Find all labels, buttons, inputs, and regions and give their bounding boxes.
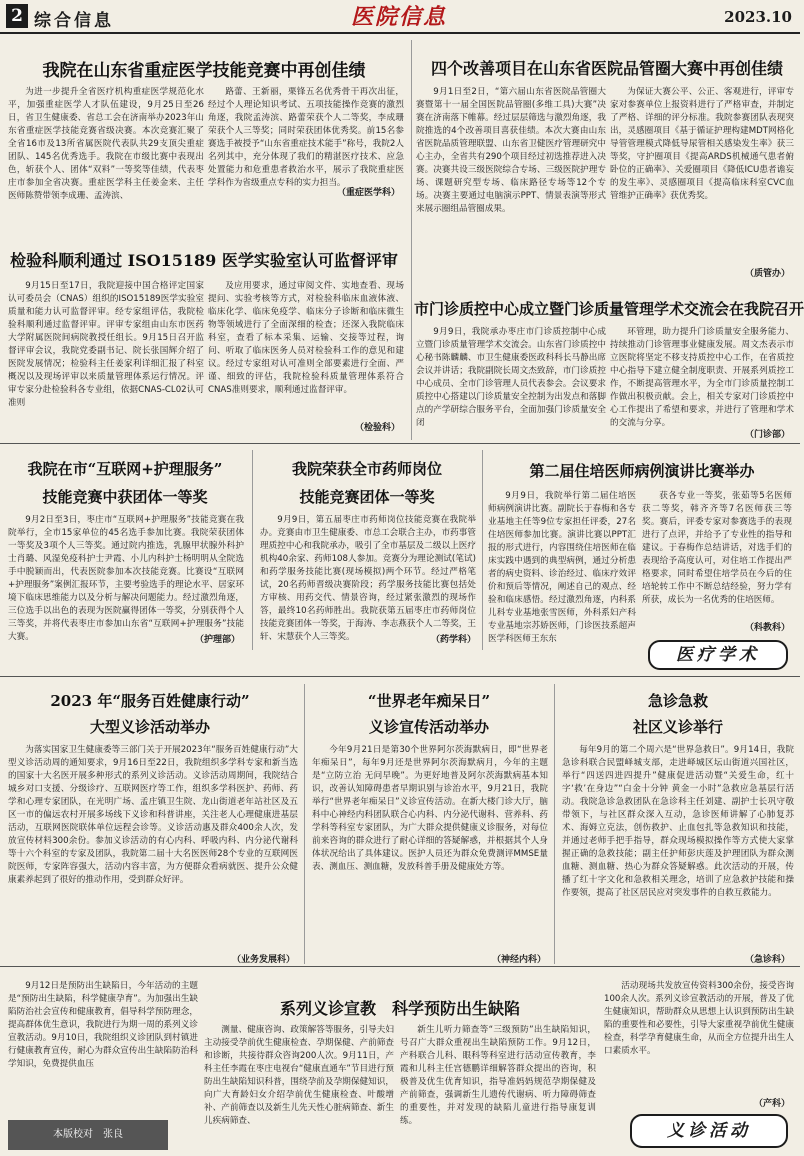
proofreader-footer: 本版校对 张良 [8,1120,168,1150]
newspaper-logo: 医院信息 [350,4,447,30]
headline-a8-line2: 大型义诊活动举办 [89,718,210,736]
body-a2-col2: 为保证大赛公平、公正、客观进行，评审专家对参赛单位上报资料进行了严格审查，并制定了严格、详细的评分标准。我院参赛团队表现突出，灵感圈项目《基于循证护理构建MDT网格化导管管理模式降低导尿管相关感染发生率》获三等奖，守护圈项目《提高ARDS机械通气患者俯卧位的正确率》、关爱圈项目《降低ICU患者谵妄的发生率》、灵感圈项目《提高临床科室CVC血管维护正确率》获优秀奖。 [610,87,794,201]
banner-medical-academic: 医疗学术 [648,640,788,670]
source-a4: （门诊部） [744,430,790,440]
headline-a11: 系列义诊宣教 科学预防出生缺陷 [279,999,520,1018]
body-a11-col2: 测量、健康咨询、政策解答等服务，引导夫妇主动接受孕前优生健康检查、孕期保健、产前筛查和诊断，共接待群众咨询200人次。9月11日，产科主任李霞在枣庄电视台“健康直通车”节目进行预防出生缺陷知识科普，围绕孕前及孕期保健知识，向广大育龄妇女介绍孕前优生健康检查、叶酸增补、产前筛查以及新生儿先天性心脏病筛查、新生儿疾病筛查、 [204,1025,394,1126]
headline-a1: 我院在山东省重症医学技能竞赛中再创佳绩 [42,61,366,81]
header-rule [0,32,800,34]
headline-a9-line1: “世界老年痴呆日” [367,692,491,710]
column-divider [411,40,412,440]
body-a7-col2: 获各专业一等奖，张茹等5名医师获二等奖，韩齐齐等7名医师获三等奖。赛后，评委专家对参赛选手的表现进行了点评，并给予了专业性的指导和建议。于春梅作总结讲话，对选手们的表现给予高度认可，对住培工作提出严格要求，同时希望住培学员在今后的住培轮转工作中不断总结经验，努力学有所获，成长为一名优秀的住培医师。 [642,491,792,605]
section-rule-1 [0,443,800,444]
section-rule-3 [0,966,800,967]
headline-a10-line1: 急诊急救 [647,692,708,710]
headline-a9-line2: 义诊宣传活动举办 [368,718,489,736]
source-a11: （产科） [753,1099,790,1109]
column-divider-5 [554,684,555,964]
banner-free-clinic: 义诊活动 [630,1114,788,1148]
source-a6: （药学科） [430,635,476,645]
body-a10: 每年9月的第二个周六是“世界急救日”。9月14日，我院急诊科联合民盟峄城支部，走进峄城区坛山街道兴国社区，举行“四送四进四提升”健康促进活动暨“关爱生命，红十字‘救’在身边”“白金十分钟 黄金一小时”急救应急基层行活动。我院急诊急救团队在急诊科主任刘建、副护士长巩守敬带领下，与社区群众深入互动，急诊医师讲解了心肺复苏术、海姆立克法，创伤救护、止血包扎等急救知识和技能，并通过老师手把手指导，群众现场模拟操作等方式使大家掌握正确的急救技能；副主任护师彭庆莲及护理团队为群众测血糖、测血糖、热心为群众答疑解惑。此次活动的开展，传播了红十字文化和急救相关理念，培训了应急救护技能和操作要领，提高了社区居民应对突发事件的自救互救能力。 [562,745,794,898]
page-number: 2 [6,4,28,28]
body-a11-col3: 新生儿听力筛查等“三级预防”出生缺陷知识，号召广大群众重视出生缺陷预防工作。9月12日，产科联合儿科、眼科等科室进行活动宣传教育，李霞和儿科主任宫德鹏详细解答群众提出的咨询，积极普及优生优育知识，指导准妈妈规范孕期保健及产前筛查，强调新生儿遗传代谢病、听力障碍筛查的重要性，并对发现的缺陷儿童进行指导康复训练。 [400,1025,596,1126]
body-a1-col2: 路蕾、王新丽，栗锋五名优秀骨干再次出征，经过个人理论知识考试、五项技能操作竞赛的激烈角逐，我院孟涛滨、路蕾荣获个人二等奖，李成珊荣获个人三等奖；同时荣获团体优秀奖。前15名参赛选手被授予“山东省重症技术能手”称号，我院2人名列其中，充分体现了我们的精湛医疗技术、应急处置能力和危重患者救治水平，展示了我院重症医学科作为省级重点专科的实力担当。 [208,87,404,188]
source-a8: （业务发展科） [231,955,295,965]
source-a9: （神经内科） [491,955,546,965]
headline-a4: 市门诊质控中心成立暨门诊质量管理学术交流会在我院召开 [414,300,804,318]
body-a1-col1: 为进一步提升全省医疗机构重症医学规范化水平，加强重症医学人才队伍建设，9月25日至26日，省卫生健康委、省总工会在济南举办2023年山东省重症医学技能竞赛省级决赛。本次竞赛汇聚了全省16市及13所省属医院代表队共29支顶尖重症团队、145名优秀选手。我院在市级比赛中表现出色，斩获个人、团体“双料”一等奖等佳绩，代表枣庄市参加全省决赛。重症医学科主任姜金来、主任医师陈赞带领李成珊、孟涛滨、 [8,87,204,201]
headline-a10-line2: 社区义诊举行 [632,718,723,736]
source-a1: （重症医学科） [336,188,400,198]
section-title: 综合信息 [34,11,114,31]
body-a3-col2: 及应用要求，通过审阅文件、实地查看、现场提问、实验考核等方式，对检验科临床血液体液、临床化学、临床免疫学、临床分子诊断和临床微生物等领域进行了全面深细的检查；还深入我院临床科室，查看了标本采集、运输、交接等过程，询问、听取了临床医务人员对检验科工作的意见和建议。经过专家组对认可准则全部要素进行全面、严谨、细致的评估，我院检验科质量管理体系符合CNAS准则要求，顺利通过监督评审。 [208,281,404,395]
source-a3: （检验科） [354,423,400,433]
headline-a2: 四个改善项目在山东省医院品管圈大赛中再创佳绩 [430,59,783,78]
body-a7-col1: 9月9日，我院举行第二届住培医师病例演讲比赛。副院长于春梅和各专业基地主任等9位专家担任评委，27名住培医师参加比赛。演讲比赛以PPT汇报的形式进行，内容围绕住培医师在临床实践中遇到的典型病例，通过分析患者的病史资料、诊治经过、临床疗效评价和预后等情况，阐述自己的观点、经验和临床感悟。经过激烈角逐，内科系儿科专业基地张雪医师，外科系妇产科专业基地宗苏娇医师，门诊医技系超声医学科医师王东东 [488,491,636,644]
column-divider-4 [304,684,305,964]
source-a7: （科教科） [744,623,790,633]
section-rule-2 [0,676,800,677]
body-a4-col2: 环管理，助力提升门诊质量安全服务能力、持续推动门诊管理事业健康发展。周文杰表示市立医院将坚定不移支持质控中心工作，在省质控中心指导下建立健全制度职责、开展系列质控工作，不断提高管理水平，为全市门诊质量控制工作做出积极贡献。会上，相关专家对门诊质控中心工作提出了希望和要求，并进行了管理和学术的交流与分享。 [610,327,794,428]
source-a2: （质管办） [744,269,790,279]
body-a6: 9月9日，第五届枣庄市药师岗位技能竞赛在我院举办。竞赛由市卫生健康委、市总工会联合主办，市药事管理质控中心和我院承办，吸引了全市基层及二级以上医疗机构40余家、药师108人参加。竞赛分为理论测试(笔试)和药学服务技能比赛(现场模拟)两个环节。经过严格笔试，20名药师晋级决赛阶段；药学服务技能比赛包括处方审核、用药交代、情景咨询，经过紧张激烈的现场作答，最终10名药师胜出。我院获第五届枣庄市药师岗位技能竞赛团体一等奖，于海涛、李志燕获个人二等奖，王轩、宋慧获个人三等奖。 [260,515,476,642]
source-a10: （急诊科） [744,955,790,965]
body-a3-col1: 9月15日至17日，我院迎接中国合格评定国家认可委员会（CNAS）组织的ISO15189医学实验室质量和能力认可监督评审。经专家组评估，我院检验科顺利通过监督评审。评审专家组由山东市医药大学附属医院间病院教授任组长。9月15日召开监督评审会议，我院党委副书记、院长张国辉介绍了医院发展情况；检验科主任姜家利详细汇报了科室概况以及现场评审以来质量管理体系运行情况。评审专家分赴检验科各专业组，依据CNAS-CL02认可准则 [8,281,204,408]
body-a5: 9月2日至3日，枣庄市“互联网+护理服务”技能竞赛在我院举行，全市15家单位的45名选手参加比赛。我院荣获团体一等奖及3项个人三等奖。通过院内推选，乳腺甲状腺外科护士肖璐、风湿免疫科护士尹霞、小儿内科护士杨明明从全院选手中脱颖而出，代表医院参加本次技能竞赛。比赛设“互联网+护理服务”案例汇报环节，主要考验选手的理论水平、居家环境下临床思维能力以及分析与解决问题能力。经过激烈角逐，三位选手以出色的表现为医院赢得团体一等奖，分别获得个人三等奖，并将代表枣庄市参加山东省“互联网+护理服务”技能大赛。 [8,515,244,642]
headline-a6-line2: 技能竞赛团体一等奖 [299,488,435,506]
headline-a7: 第二届住培医师病例演讲比赛举办 [529,462,755,480]
headline-a5-line1: 我院在市“互联网+护理服务” [27,460,223,478]
body-a4-col1: 9月9日，我院承办枣庄市门诊质控制中心成立暨门诊质量管理学术交流会。山东省门诊质控中心秘书陈麟麟、市卫生健康委医政科科长马静出席会议并讲话；我院副院长周文杰致辞，市门诊质控中心成员、全市门诊管理人员代表参会。会议要求质控中心搭建以门诊质量安全控制为出发点和落脚点的产学研综合服务平台，全面加强门诊质量安全闭 [416,327,606,428]
body-a11-col1: 9月12日是预防出生缺陷日，今年活动的主题是“预防出生缺陷，科学健康孕育”。为加强出生缺陷防治社会宣传和健康教育，倡导科学预防理念，提高群体优生意识，我院进行为期一周的系列义诊宣教活动。9月10日，我院组织义诊团队到村镇进行健康教育宣传，耐心为群众宣传出生缺陷防治科学知识，免费提供血压 [8,981,198,1069]
headline-a5-line2: 技能竞赛中获团体一等奖 [42,488,208,506]
body-a8: 为落实国家卫生健康委等三部门关于开展2023年“服务百姓健康行动”大型义诊活动周的通知要求，9月16日至22日，我院组织多学科专家和新当选的国家十大名医开展多种形式的系列义诊活动。义诊活动周期间，我院结合城乡对口支援、分级诊疗、互联网医疗等工作，组织多学科医护、药师、药学和心理专家团队，在光明广场、孟庄镇卫生院、龙山街道老年站社区及五区一市的偏远农村开展多场线下义诊和科普讲座，关注老人心理健康进基层活动，互联网医院联体单位远程会诊等。义诊活动惠及群众400余人次，发放宣传材料300余份。参加义诊活动的有心内科、呼吸内科、内分泌代谢科等十六个科室的专家及团队，我院第二届十大名医医师28个专业的互联网医院医师，专家阵容强大，活动内容丰富，为方便群众看病就医、提升公众健康素养起到了很好的推动作用，受到群众好评。 [8,745,298,885]
headline-a3: 检验科顺利通过 ISO15189 医学实验室认可监督评审 [10,251,398,270]
column-divider-3 [482,450,483,650]
body-a9: 今年9月21日是第30个世界阿尔茨海默病日，即“世界老年痴呆日”，每年9月还是世界阿尔茨海默病月，今年的主题是“立防立治 无问早晚”。为更好地普及阿尔茨海默病基本知识，改善认知障碍患者早期识别与诊治水平，9月21日，我院举行“世界老年痴呆日”义诊宣传活动。在新大楼门诊大厅，脑科中心神经内科团队联合心内科、内分泌代谢科、营养科、药学科等科室专家团队，为广大群众提供健康义诊服务，对每位前来咨询的群众进行了耐心详细的答疑解惑，并根据其个人身体状况给出了具体建议。医护人员还为群众免费测评MMSE量表、测血压、测血糖，发放科普手册及健康处方等。 [312,745,548,872]
issue-date: 2023.10 [724,8,792,26]
headline-a6-line1: 我院荣获全市药师岗位 [291,460,442,478]
source-a5: （护理部） [194,635,240,645]
body-a2-col1: 9月1日至2日，“第六届山东省医院品管圈大赛暨第十一届全国医院品管圈(多维工具)大赛”决赛在济南落下帷幕。经过层层筛选与激烈角逐，我院推选的4个改善项目喜获佳绩。本次大赛由山东省医院品质管理联盟、山东省卫健医疗管理研究中心主办，全省共有290个项目经过初选推荐进入决赛。决赛共设三级医院综合专场、三级医院护理专场、课题研究型专场、临床路径专场等12个专场。决赛主要通过电脑演示PPT、情景表演等形式来展示圈组品管圈成果。 [416,87,606,214]
body-a11-col4: 活动现场共发放宣传资料300余份，接受咨询100余人次。系列义诊宣教活动的开展，普及了优生健康知识，帮助群众从思想上认识到预防出生缺陷的重要性和必要性，引导大家重视孕前优生健康检查，科学孕育健康生命，从而全方位提升出生人口素质水平。 [604,981,794,1056]
column-divider-2 [252,450,253,650]
headline-a8-line1: 2023 年“服务百姓健康行动” [50,692,250,710]
